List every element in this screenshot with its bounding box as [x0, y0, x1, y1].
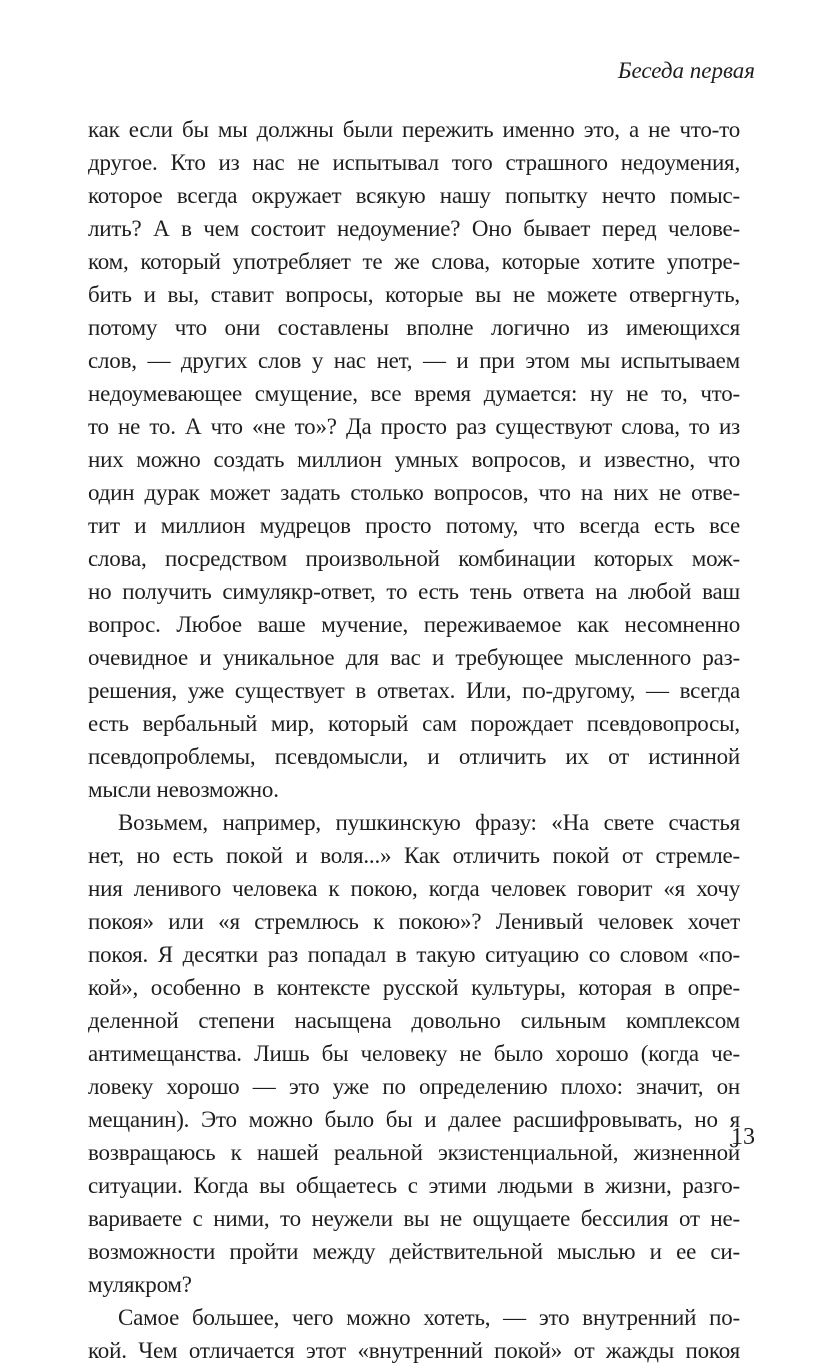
- text-line: недоумевающее смущение, все время думается: ну не то, что-: [88, 381, 740, 406]
- text-line: мулякром?: [88, 1272, 192, 1297]
- text-line: псевдопроблемы, псевдомысли, и отличить их от истинной: [88, 744, 740, 769]
- text-line: слова, посредством произвольной комбинации которых мож-: [88, 546, 740, 571]
- text-line: как если бы мы должны были пережить именно это, а не что-то: [88, 117, 740, 142]
- text-line: возможности пройти между действительной мыслью и ее си-: [88, 1239, 740, 1264]
- paragraph: [88, 113, 740, 806]
- text-line: покоя» или «я стремлюсь к покою»? Ленивый человек хочет: [88, 909, 740, 934]
- text-line: тит и миллион мудрецов просто потому, что всегда есть все: [88, 513, 740, 538]
- text-line: антимещанства. Лишь бы человеку не было хорошо (когда че-: [88, 1041, 740, 1066]
- text-line: мысли невозможно.: [88, 777, 279, 802]
- text-line: вариваете с ними, то неужели вы не ощущаете бессилия от не-: [88, 1206, 740, 1231]
- text-line: ния ленивого человека к покою, когда человек говорит «я хочу: [88, 876, 740, 901]
- text-line: то не то. А что «не то»? Да просто раз существуют слова, то из: [88, 414, 740, 439]
- text-line: но получить симулякр-ответ, то есть тень ответа на любой ваш: [88, 579, 740, 604]
- text-line: ком, который употребляет те же слова, которые хотите употре-: [88, 249, 740, 274]
- text-line: лить? А в чем состоит недоумение? Оно бывает перед челове-: [88, 216, 740, 241]
- text-line: бить и вы, ставит вопросы, которые вы не можете отвергнуть,: [88, 282, 740, 307]
- text-line: решения, уже существует в ответах. Или, по-другому, — всегда: [88, 678, 740, 703]
- text-line: нет, но есть покой и воля...» Как отличить покой от стремле-: [88, 843, 740, 868]
- text-line: другое. Кто из нас не испытывал того страшного недоумения,: [88, 150, 740, 175]
- text-line: Самое большее, чего можно хотеть, — это внутренний по-: [118, 1305, 740, 1330]
- text-line: покоя. Я десятки раз попадал в такую ситуацию со словом «по-: [88, 942, 740, 967]
- text-line: мещанин). Это можно было бы и далее расшифровывать, но я: [88, 1107, 740, 1132]
- text-line: один дурак может задать столько вопросов, что на них не отве-: [88, 480, 740, 505]
- text-line: кой», особенно в контексте русской культуры, которая в опре-: [88, 975, 740, 1000]
- text-line: возвращаюсь к нашей реальной экзистенциальной, жизненной: [88, 1140, 740, 1165]
- running-head: Беседа первая: [617, 58, 755, 83]
- text-line: ситуации. Когда вы общаетесь с этими людьми в жизни, разго-: [88, 1173, 740, 1198]
- text-line: есть вербальный мир, который сам порождает псевдовопросы,: [88, 711, 740, 736]
- text-line: слов, — других слов у нас нет, — и при этом мы испытываем: [88, 348, 740, 373]
- text-line: них можно создать миллион умных вопросов, и известно, что: [88, 447, 740, 472]
- text-line: Возьмем, например, пушкинскую фразу: «На свете счастья: [118, 810, 740, 835]
- text-line: которое всегда окружает всякую нашу попытку нечто помыс-: [88, 183, 740, 208]
- text-line: вопрос. Любое ваше мучение, переживаемое как несомненно: [88, 612, 740, 637]
- paragraph: [88, 806, 740, 1301]
- text-line: кой. Чем отличается этот «внутренний покой» от жажды покоя: [88, 1338, 740, 1363]
- text-line: очевидное и уникальное для вас и требующее мысленного раз-: [88, 645, 740, 670]
- text-line: потому что они составлены вполне логично из имеющихся: [88, 315, 740, 340]
- page-number: 13: [731, 1124, 755, 1150]
- text-line: деленной степени насыщена довольно сильным комплексом: [88, 1008, 740, 1033]
- text-line: ловеку хорошо — это уже по определению плохо: значит, он: [88, 1074, 740, 1099]
- body-text: [88, 113, 740, 1367]
- paragraph: [88, 1301, 740, 1367]
